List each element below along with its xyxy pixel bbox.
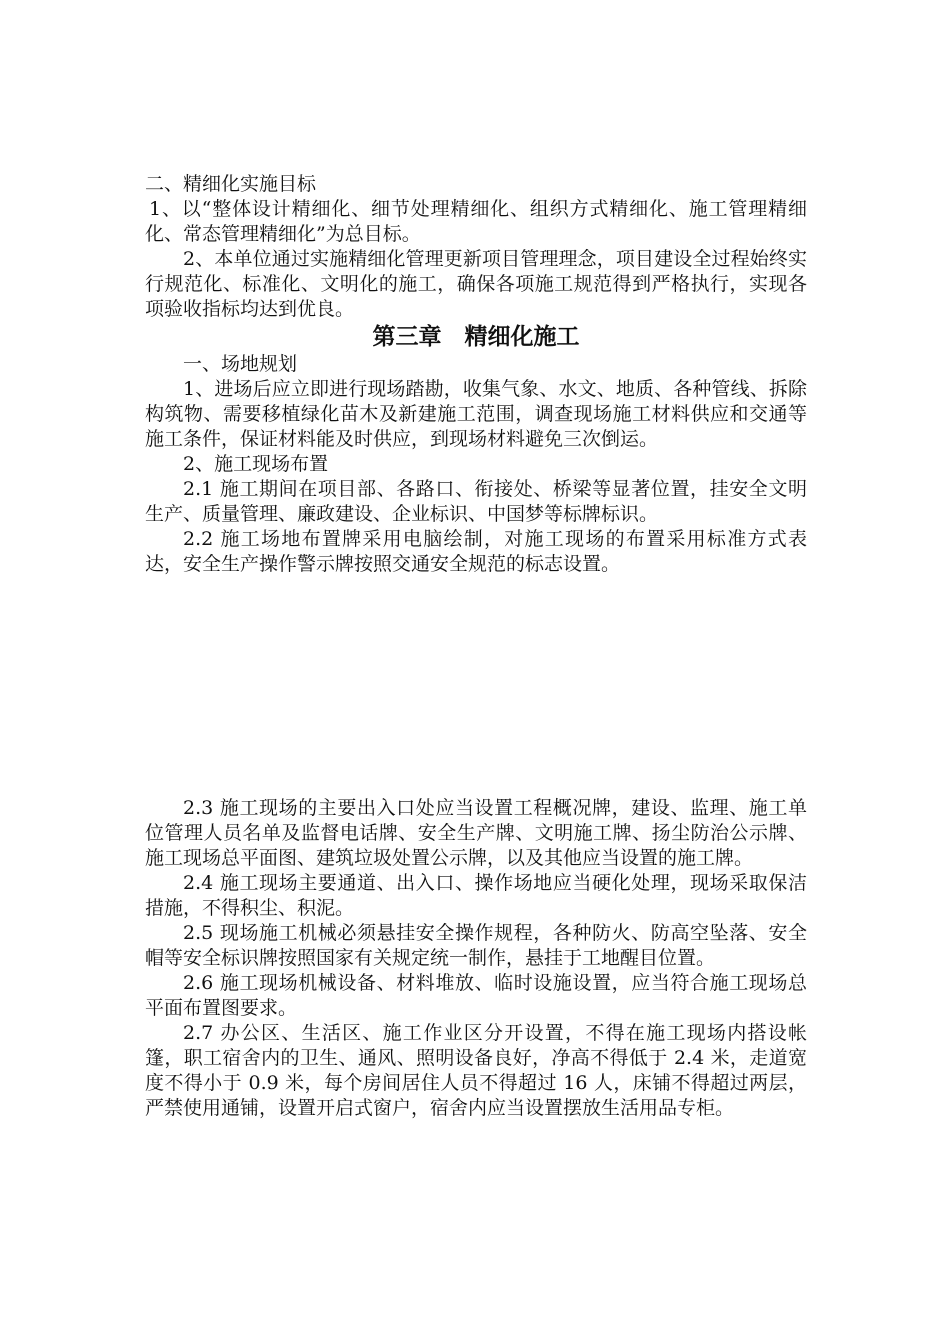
upper-text-block [145, 172, 807, 577]
lower-text-block [145, 796, 807, 1121]
site-planning-heading: 一、场地规划 [183, 353, 298, 375]
layout-item-2-1: 2.1 施工期间在项目部、各路口、衔接处、桥梁等显著位置，挂安全文明生产、质量管理、廉政建设、企业标识、中国梦等标牌标识。 [145, 478, 807, 525]
site-layout-heading: 2、施工现场布置 [183, 453, 329, 475]
layout-item-2-3: 2.3 施工现场的主要出入口处应当设置工程概况牌，建设、监理、施工单位管理人员名单及监督电话牌、安全生产牌、文明施工牌、扬尘防治公示牌、施工现场总平面图、建筑垃圾处置公示牌，以及其他应当设置的施工牌。 [145, 797, 807, 869]
layout-item-2-4: 2.4 施工现场主要通道、出入口、操作场地应当硬化处理，现场采取保洁措施，不得积尘、积泥。 [145, 872, 807, 919]
layout-item-2-2: 2.2 施工场地布置牌采用电脑绘制，对施工现场的布置采用标准方式表达，安全生产操作警示牌按照交通安全规范的标志设置。 [145, 528, 807, 575]
site-planning-item-1: 1、进场后应立即进行现场踏勘，收集气象、水文、地质、各种管线、拆除构筑物、需要移植绿化苗木及新建施工范围，调查现场施工材料供应和交通等施工条件，保证材料能及时供应，到现场材料避免三次倒运。 [145, 378, 807, 450]
goal-item-2: 2、本单位通过实施精细化管理更新项目管理理念，项目建设全过程始终实行规范化、标准化、文明化的施工，确保各项施工规范得到严格执行，实现各项验收指标均达到优良。 [145, 248, 807, 320]
layout-item-2-6: 2.6 施工现场机械设备、材料堆放、临时设施设置，应当符合施工现场总平面布置图要求。 [145, 972, 807, 1019]
layout-item-2-7: 2.7 办公区、生活区、施工作业区分开设置，不得在施工现场内搭设帐篷，职工宿舍内的卫生、通风、照明设备良好，净高不得低于 2.4 米，走道宽度不得小于 0.9 米，每个房间居住人员不得超过 16 人，床铺不得超过两层，严禁使用通铺，设置开启式窗户，宿舍内应当设置摆放生活用品专柜。 [145, 1022, 807, 1119]
layout-item-2-5: 2.5 现场施工机械必须悬挂安全操作规程，各种防火、防高空坠落、安全帽等安全标识牌按照国家有关规定统一制作，悬挂于工地醒目位置。 [145, 922, 807, 969]
section-heading-goals: 二、精细化实施目标 [145, 173, 317, 195]
chapter-title: 第三章 精细化施工 [372, 324, 580, 350]
goal-item-1: 1、以“整体设计精细化、细节处理精细化、组织方式精细化、施工管理精细化、常态管理精细化”为总目标。 [145, 198, 807, 245]
